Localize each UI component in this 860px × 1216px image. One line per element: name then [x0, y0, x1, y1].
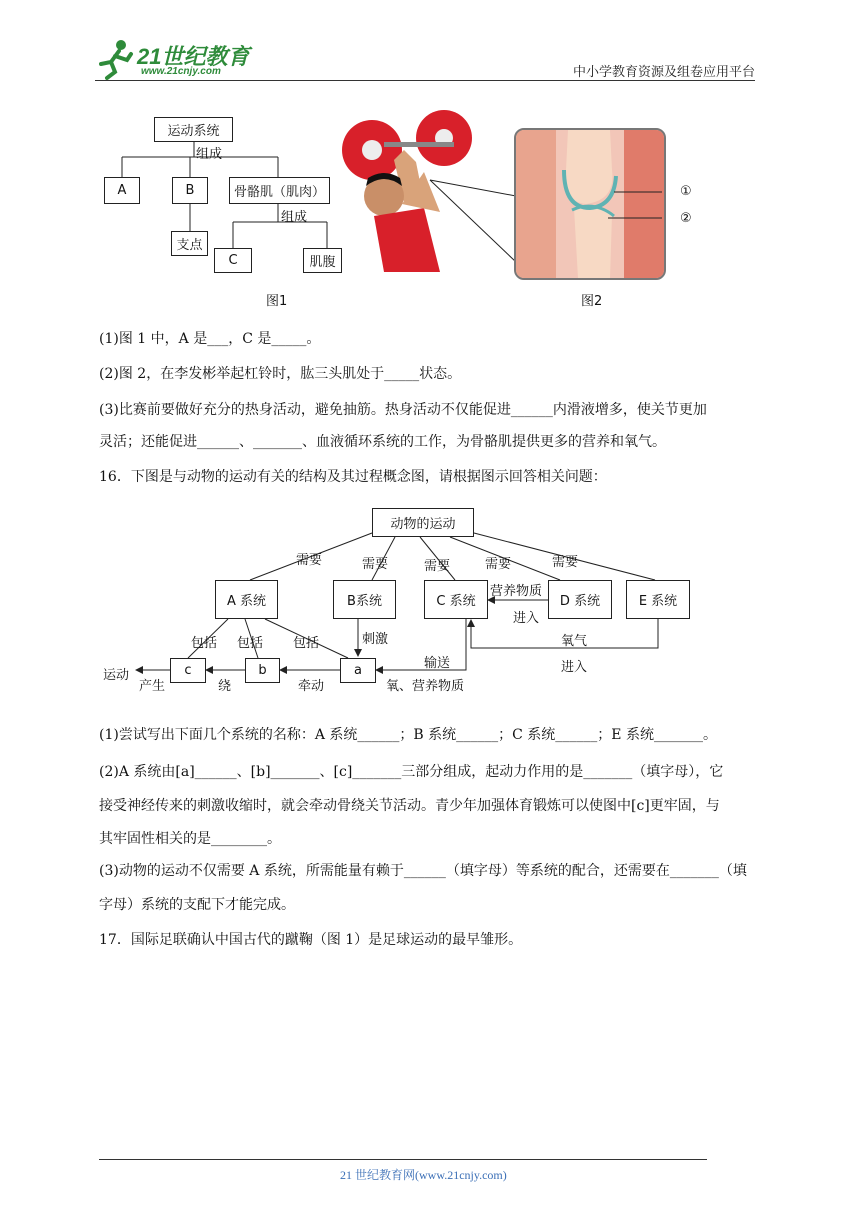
node-bone-c: c [170, 658, 206, 683]
label-need-a: 需要 [296, 553, 323, 568]
node-joint-b: b [245, 658, 280, 683]
label-motion: 运动 [103, 668, 130, 683]
q15-part-1: (1)图 1 中，A 是___，C 是_____。 [99, 331, 321, 347]
marker-2: ② [680, 211, 692, 226]
label-nutrients: 营养物质 [490, 584, 543, 599]
node-fulcrum: 支点 [171, 231, 208, 256]
q16-part-2-line-1: (2)A 系统由[a]______、[b]_______、[c]_______三部分组成，起动力作用的是_______（填字母），它 [99, 764, 724, 780]
node-skeletal-muscle: 骨骼肌（肌肉） [229, 177, 330, 204]
label-include-1: 包括 [191, 636, 218, 651]
label-need-b: 需要 [362, 557, 389, 572]
q15-part-3-line-2: 灵活；还能促进______、_______、血液循环系统的工作，为骨骼肌提供更多的营养和氧气。 [99, 434, 666, 450]
q16-part-2-line-2: 接受神经传来的刺激收缩时，就会牵动骨绕关节活动。青少年加强体育锻炼可以使图中[c]更牢固，与 [99, 798, 720, 814]
label-need-c: 需要 [424, 559, 451, 574]
logo-url: www.21cnjy.com [141, 66, 221, 77]
label-need-d: 需要 [485, 557, 512, 572]
q15-part-3-line-1: (3)比赛前要做好充分的热身活动，避免抽筋。热身活动不仅能促进______内滑液增多，使关节更加 [99, 402, 707, 418]
label-stimulus: 刺激 [362, 632, 389, 647]
marker-1: ① [680, 184, 692, 199]
label-compose: 组成 [196, 147, 223, 162]
label-compose-2: 组成 [281, 210, 308, 225]
node-a: A [104, 177, 140, 204]
node-muscle-a: a [340, 658, 376, 683]
footer-rule [99, 1159, 707, 1160]
q17-stem: 17．国际足联确认中国古代的蹴鞠（图 1）是足球运动的最早雏形。 [99, 932, 523, 948]
label-enter: 进入 [513, 611, 540, 626]
q16-part-3-line-2: 字母）系统的支配下才能完成。 [99, 897, 295, 913]
label-transport: 输送 [424, 656, 451, 671]
label-oxygen-nutrients: 氧、营养物质 [386, 679, 465, 694]
node-muscle-belly: 肌腹 [303, 248, 342, 273]
node-system-a: A 系统 [215, 580, 278, 619]
node-b: B [172, 177, 208, 204]
q16-part-3-line-1: (3)动物的运动不仅需要 A 系统，所需能量有赖于______（填字母）等系统的配合，还需要在_______（填 [99, 863, 747, 879]
node-system-d: D 系统 [548, 580, 612, 619]
figure-1-caption: 图1 [266, 294, 288, 309]
label-include-2: 包括 [237, 636, 264, 651]
label-enter-2: 进入 [561, 660, 588, 675]
footer-link[interactable]: 21 世纪教育网(www.21cnjy.com) [340, 1168, 507, 1182]
node-system-c: C 系统 [424, 580, 488, 619]
node-c: C [214, 248, 252, 273]
q16-stem: 16．下图是与动物的运动有关的结构及其过程概念图，请根据图示回答相关问题： [99, 469, 607, 485]
q16-part-2-line-3: 其牢固性相关的是________。 [99, 831, 281, 847]
q16-part-1: (1)尝试写出下面几个系统的名称：A 系统______；B 系统______；C 系统______；E 系统_______。 [99, 727, 717, 743]
platform-name: 中小学教育资源及组卷应用平台 [573, 65, 756, 80]
node-animal-motion: 动物的运动 [372, 508, 474, 537]
node-system-e: E 系统 [626, 580, 690, 619]
logo-text: 21世纪教育 [137, 44, 250, 69]
node-system-b: B系统 [333, 580, 396, 619]
label-around: 绕 [218, 679, 232, 694]
node-motor-system: 运动系统 [154, 117, 233, 142]
label-oxygen: 氧气 [561, 634, 588, 649]
label-produce: 产生 [139, 679, 166, 694]
label-need-e: 需要 [552, 555, 579, 570]
figure-2-caption: 图2 [581, 294, 603, 309]
label-include-3: 包括 [293, 636, 320, 651]
q15-part-2: (2)图 2，在李发彬举起杠铃时，肱三头肌处于_____状态。 [99, 366, 462, 382]
label-pull: 牵动 [298, 679, 325, 694]
